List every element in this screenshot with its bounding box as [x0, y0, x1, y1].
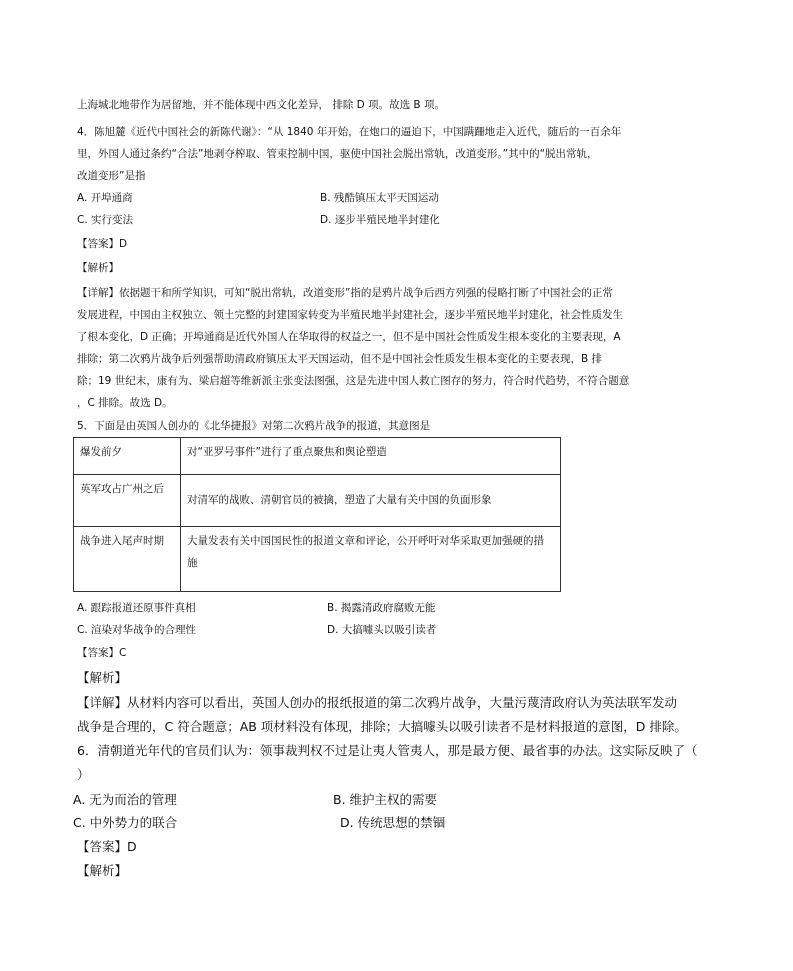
table-cell-period: 爆发前夕	[74, 438, 181, 475]
q5-answer: 【答案】C	[77, 647, 127, 659]
table-cell-content: 对“亚罗号事件”进行了重点聚焦和舆论塑造	[181, 438, 561, 475]
line-q3-tail: 上海城北地带作为居留地，并不能体现中西文化差异， 排除 D 项。故选 B 项。	[77, 99, 445, 111]
q4-option-a: A. 开埠通商	[77, 192, 133, 204]
table-row	[74, 526, 561, 591]
q6-option-d: D. 传统思想的禁锢	[340, 815, 446, 830]
q5-detail-line-1: 【详解】从材料内容可以看出，英国人创办的报纸报道的第二次鸦片战争，大量污蔑清政府认为英法联军发动	[77, 695, 678, 710]
q4-detail-line-5: 除；19 世纪末，康有为、梁启超等维新派主张变法图强，这是先进中国人救亡图存的努力，符合时代趋势，不符合题意	[77, 375, 630, 387]
q5-option-a: A. 跟踪报道还原事件真相	[77, 602, 196, 614]
q5-option-d: D. 大搞噱头以吸引读者	[327, 624, 437, 636]
q4-stem-line-2: 里，外国人通过条约“合法”地剥夺榨取、管束控制中国，驱使中国社会脱出常轨，改道变形。”其中的“脱出常轨，	[77, 148, 598, 160]
q6-option-a: A. 无为而治的管理	[73, 792, 177, 807]
q4-option-d: D. 逐步半殖民地半封建化	[320, 214, 440, 226]
q4-stem-line-1: 4．陈旭麓《近代中国社会的新陈代谢》：“从 1840 年开始，在炮口的逼迫下，中国蹒跚地走入近代，随后的一百余年	[77, 126, 622, 138]
q4-detail-line-1: 【详解】依据题干和所学知识，可知“脱出常轨，改道变形”指的是鸦片战争后西方列强的侵略打断了中国社会的正常	[77, 287, 613, 299]
q4-detail-line-3: 了根本变化，D 正确；开埠通商是近代外国人在华取得的权益之一，但不是中国社会性质发生根本变化的主要表现，A	[77, 331, 621, 343]
q5-option-c: C. 渲染对华战争的合理性	[77, 624, 197, 636]
q4-option-c: C. 实行变法	[77, 214, 134, 226]
q4-detail-line-4: 排除；第二次鸦片战争后列强帮助清政府镇压太平天国运动，但不是中国社会性质发生根本变化的主要表现，B 排	[77, 353, 603, 365]
q4-answer: 【答案】D	[77, 238, 128, 250]
q6-answer: 【答案】D	[77, 839, 137, 854]
q6-option-c: C. 中外势力的联合	[73, 815, 178, 830]
q6-stem-line-2: ）	[77, 767, 90, 782]
table-cell-content: 对清军的战败、清朝官员的被擒，塑造了大量有关中国的负面形象	[181, 475, 561, 526]
q5-detail-line-2: 战争是合理的，C 符合题意；AB 项材料没有体现，排除；大搞噱头以吸引读者不是材料报道的意图，D 排除。	[77, 719, 687, 734]
q6-option-b: B. 维护主权的需要	[333, 792, 438, 807]
table-row	[74, 438, 561, 475]
table-cell-content: 大量发表有关中国国民性的报道文章和评论，公开呼吁对华采取更加强硬的措施	[181, 526, 561, 591]
table-cell-period: 战争进入尾声时期	[74, 526, 181, 591]
q5-option-b: B. 揭露清政府腐败无能	[327, 602, 436, 614]
q4-option-b: B. 残酷镇压太平天国运动	[320, 192, 439, 204]
q6-stem-line-1: 6．清朝道光年代的官员们认为：领事裁判权不过是让夷人管夷人，那是最方便、最省事的办法。这实际反映了（	[77, 743, 698, 758]
q6-analysis-label: 【解析】	[77, 863, 128, 878]
q5-analysis-label: 【解析】	[77, 670, 128, 685]
q5-stem: 5．下面是由英国人创办的《北华捷报》对第二次鸦片战争的报道，其意图是	[77, 420, 431, 432]
table-row	[74, 475, 561, 526]
q4-detail-line-2: 发展进程，中国由主权独立、领土完整的封建国家转变为半殖民地半封建社会，逐步半殖民地半封建化，社会性质发生	[77, 309, 623, 321]
q4-stem-line-3: 改道变形”是指	[77, 170, 146, 182]
q4-analysis-label: 【解析】	[77, 262, 119, 274]
q5-material-table	[73, 437, 561, 592]
q4-detail-line-6: ，C 排除。故选 D。	[77, 397, 173, 409]
table-cell-period: 英军攻占广州之后	[74, 475, 181, 526]
